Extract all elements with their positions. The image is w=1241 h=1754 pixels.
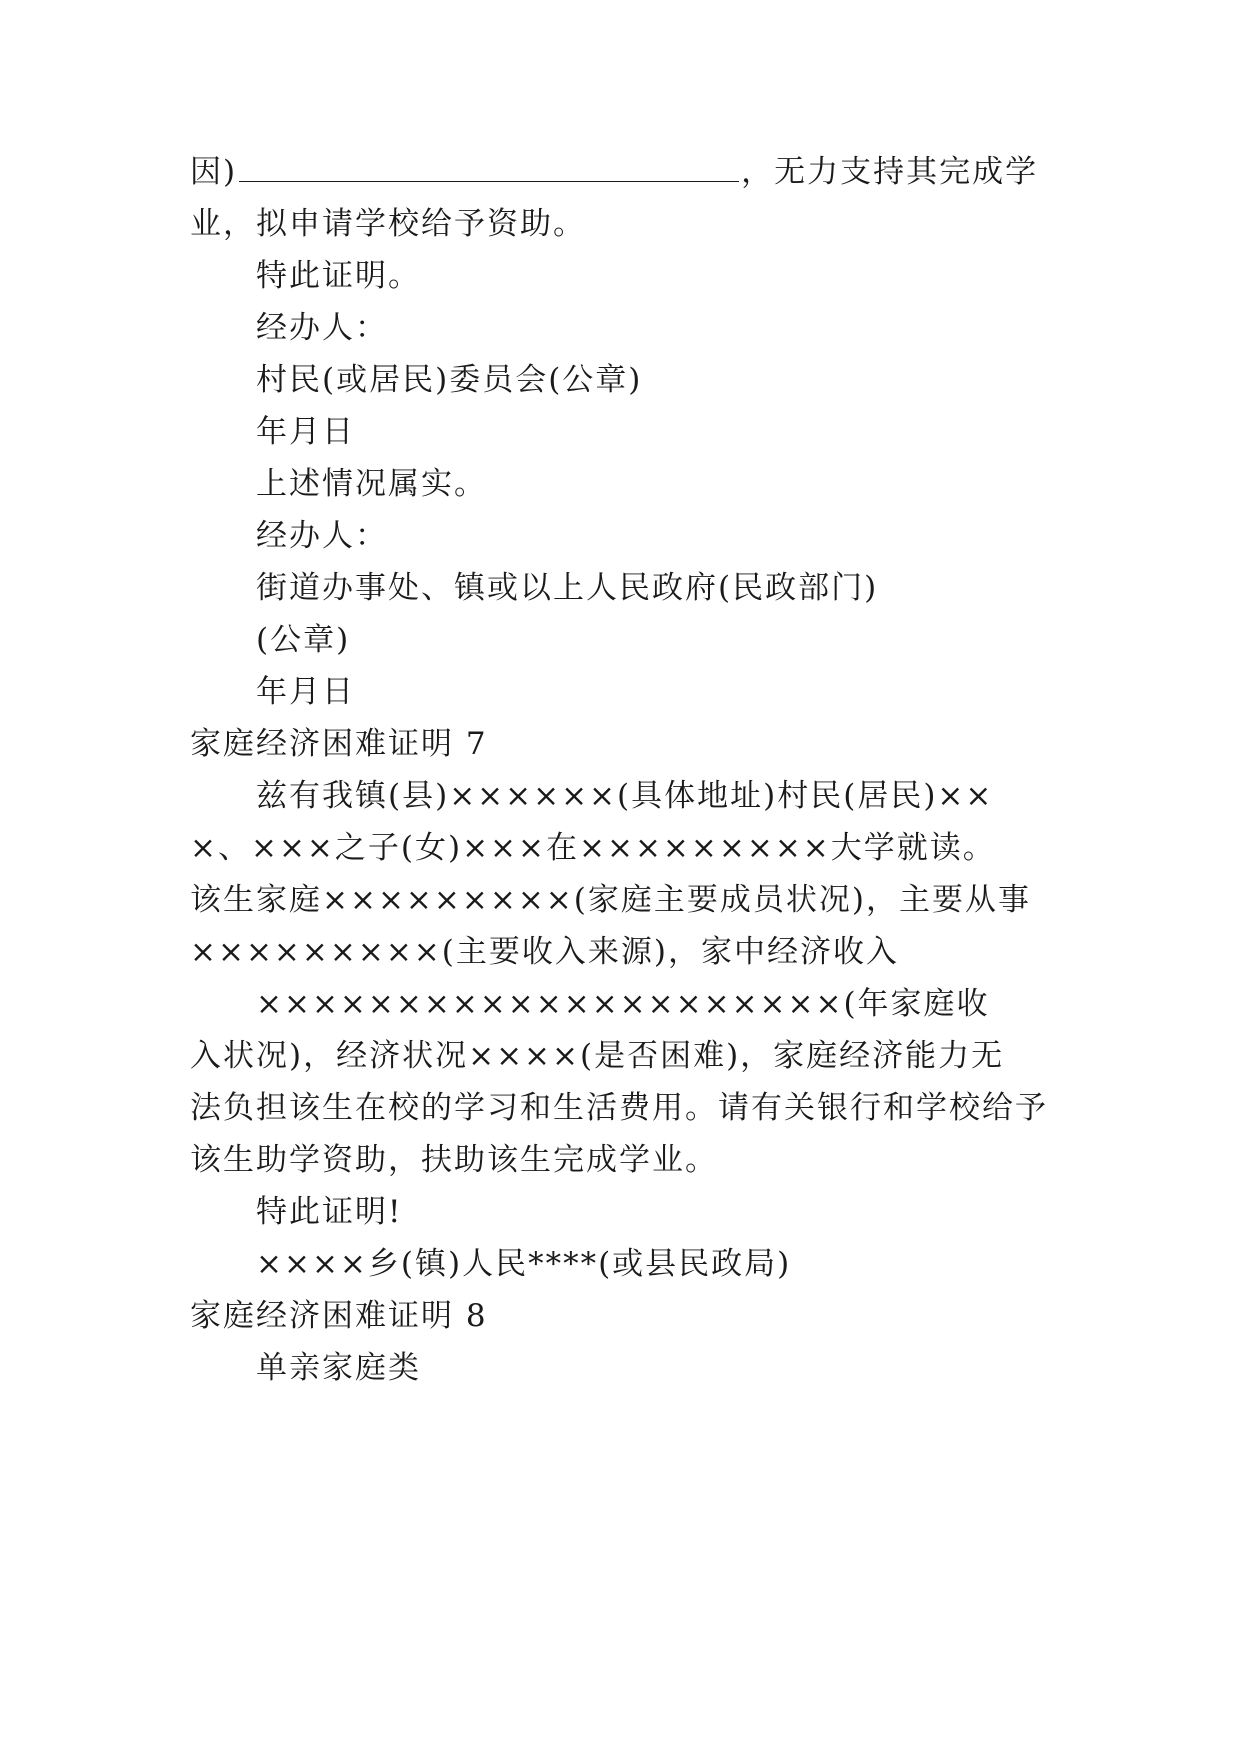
paragraph-line: 该生助学资助，扶助该生完成学业。 [190,1142,718,1178]
category-label: 单亲家庭类 [256,1350,421,1386]
signature-line: ××××乡(镇)人民****(或县民政局) [256,1246,792,1282]
seal-line: (公章) [256,622,351,658]
paragraph-line: 该生家庭×××××××××(家庭主要成员状况)，主要从事 [190,882,1031,918]
date-line: 年月日 [256,674,355,710]
paragraph-line: ×、×××之子(女)×××在×××××××××大学就读。 [190,830,996,866]
text-fragment: ，无力支持其完成学 [741,154,1039,190]
committee-seal-line: 村民(或居民)委员会(公章) [256,362,643,398]
paragraph-line: ×××××××××(主要收入来源)，家中经济收入 [190,934,899,970]
section-heading-8: 家庭经济困难证明 8 [190,1298,488,1334]
verification-statement: 上述情况属实。 [256,466,487,502]
date-line: 年月日 [256,414,355,450]
handler-label: 经办人： [256,310,388,346]
government-seal-line: 街道办事处、镇或以上人民政府(民政部门) [256,570,879,606]
paragraph-line [190,152,1038,192]
paragraph-line: 业，拟申请学校给予资助。 [190,206,586,242]
paragraph-line: 法负担该生在校的学习和生活费用。请有关银行和学校给予 [190,1090,1048,1126]
fill-in-blank [239,157,739,182]
section-heading-7: 家庭经济困难证明 7 [190,726,488,762]
paragraph-line: ×××××××××××××××××××××(年家庭收 [256,986,990,1022]
paragraph-line: 兹有我镇(县)××××××(具体地址)村民(居民)×× [256,778,994,814]
closing-statement: 特此证明。 [256,258,421,294]
paragraph-line: 入状况)，经济状况××××(是否困难)，家庭经济能力无 [190,1038,1005,1074]
handler-label: 经办人： [256,518,388,554]
text-fragment: 因) [190,154,238,190]
closing-statement: 特此证明! [256,1194,403,1230]
